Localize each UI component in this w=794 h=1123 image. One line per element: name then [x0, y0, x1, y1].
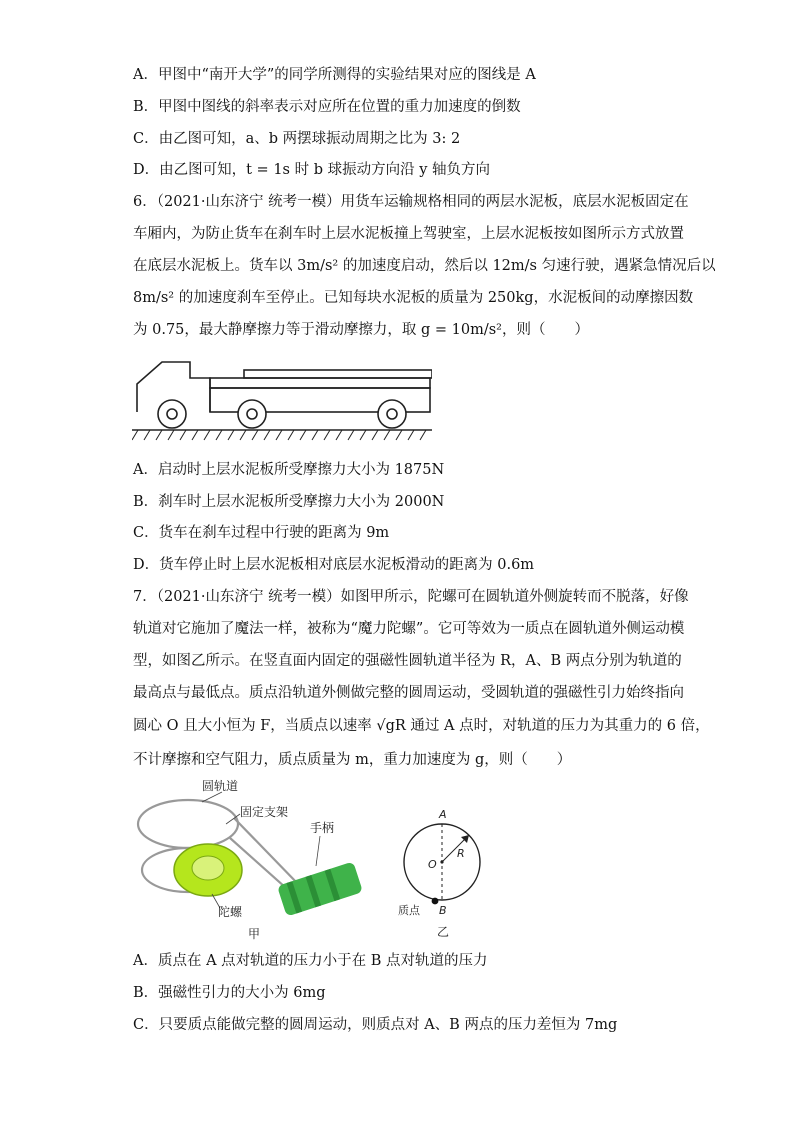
- center-point: [440, 860, 443, 863]
- wheel: [378, 400, 406, 428]
- q6-stem-line: 在底层水泥板上。货车以 3m/s² 的加速度启动，然后以 12m/s 匀速行驶，遇紧急情况后以: [133, 258, 716, 274]
- label-B: B: [439, 904, 447, 917]
- spinning-top-center: [192, 856, 224, 880]
- caption-jia: 甲: [248, 927, 261, 941]
- truck-figure: [132, 352, 432, 452]
- q7-stem-line: 7．（2021·山东济宁 统考一模）如图甲所示，陀螺可在圆轨道外侧旋转而不脱落，好像: [133, 589, 689, 605]
- q7-stem-line: 圆心 O 且大小恒为 F，当质点以速率 √gR 通过 A 点时，对轨道的压力为其重力的 6 倍，: [133, 718, 710, 734]
- q7-stem-line: 轨道对它施加了魔法一样，被称为“魔力陀螺”。它可等效为一质点在圆轨道外侧运动模: [133, 621, 685, 637]
- label-R: R: [457, 847, 465, 860]
- q6-stem-line: 6．（2021·山东济宁 统考一模）用货车运输规格相同的两层水泥板，底层水泥板固定在: [133, 194, 689, 210]
- q7-stem-line: 型，如图乙所示。在竖直面内固定的强磁性圆轨道半径为 R，A、B 两点分别为轨道的: [133, 653, 682, 669]
- label-point: 质点: [398, 904, 420, 917]
- label-handle: 手柄: [310, 821, 335, 835]
- label-A: A: [439, 808, 447, 821]
- ground-hatch: [132, 430, 426, 440]
- label-top: 陀螺: [218, 905, 243, 919]
- figure-jia: [130, 778, 380, 943]
- label-bracket: 固定支架: [240, 805, 289, 819]
- top-slab: [244, 370, 432, 378]
- q6-stem-line: 车厢内，为防止货车在刹车时上层水泥板撞上驾驶室，上层水泥板按如图所示方式放置: [133, 226, 684, 242]
- q6-stem-line: 为 0.75，最大静摩擦力等于滑动摩擦力，取 g = 10m/s²，则（ ）: [133, 322, 589, 338]
- q5-option-b: B．甲图中图线的斜率表示对应所在位置的重力加速度的倒数: [133, 99, 521, 115]
- q5-option-c: C．由乙图可知，a、b 两摆球振动周期之比为 3: 2: [133, 131, 461, 147]
- q5-option-d: D．由乙图可知，t = 1s 时 b 球振动方向沿 y 轴负方向: [133, 162, 491, 178]
- wheel: [158, 400, 186, 428]
- q6-option-c: C．货车在刹车过程中行驶的距离为 9m: [133, 525, 390, 541]
- label-track: 圆轨道: [202, 779, 239, 793]
- caption-yi: 乙: [437, 925, 450, 939]
- q7-option-b: B．强磁性引力的大小为 6mg: [133, 985, 326, 1001]
- wheel: [238, 400, 266, 428]
- q7-option-c: C．只要质点能做完整的圆周运动，则质点对 A、B 两点的压力差恒为 7mg: [133, 1017, 618, 1033]
- bottom-slab: [210, 378, 430, 388]
- q6-option-d: D．货车停止时上层水泥板相对底层水泥板滑动的距离为 0.6m: [133, 557, 535, 573]
- q7-stem-line: 不计摩擦和空气阻力，质点质量为 m，重力加速度为 g，则（ ）: [133, 752, 572, 768]
- q6-stem-line: 8m/s² 的加速度刹车至停止。已知每块水泥板的质量为 250kg，水泥板间的动摩擦因数: [133, 290, 694, 306]
- q5-option-a: A．甲图中“南开大学”的同学所测得的实验结果对应的图线是 A: [133, 67, 536, 83]
- q6-option-b: B．刹车时上层水泥板所受摩擦力大小为 2000N: [133, 494, 445, 510]
- mass-point: [432, 898, 439, 905]
- handle: [277, 861, 363, 916]
- q6-option-a: A．启动时上层水泥板所受摩擦力大小为 1875N: [133, 462, 445, 478]
- label-O: O: [428, 858, 437, 871]
- figure-yi: [395, 802, 505, 942]
- q7-stem-line: 最高点与最低点。质点沿轨道外侧做完整的圆周运动，受圆轨道的强磁性引力始终指向: [133, 685, 684, 701]
- q7-option-a: A．质点在 A 点对轨道的压力小于在 B 点对轨道的压力: [133, 953, 488, 969]
